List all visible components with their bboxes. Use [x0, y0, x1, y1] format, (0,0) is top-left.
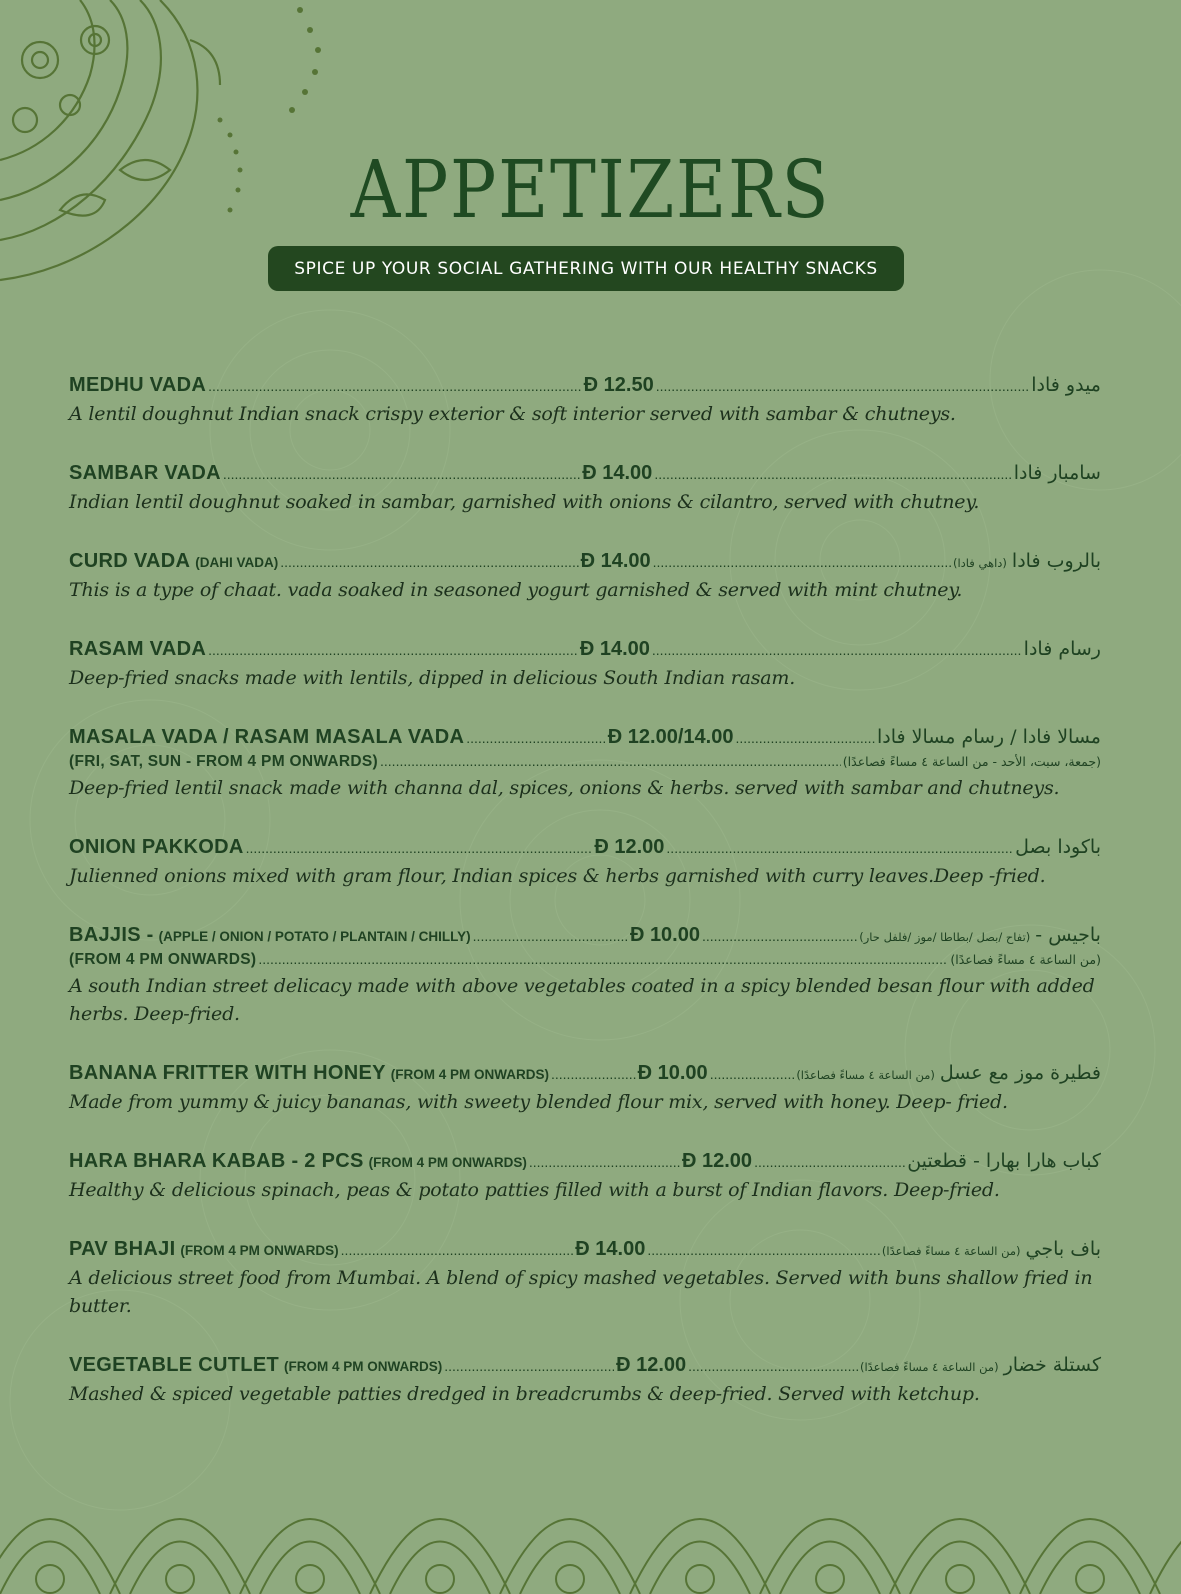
item-description: Healthy & delicious spinach, peas & potato patties filled with a burst of Indian flavors. Deep-fried.: [69, 1179, 1000, 1201]
dot-leader: [710, 1067, 795, 1081]
item-name-note: (FROM 4 PM ONWARDS): [390, 1067, 549, 1082]
dot-leader: [208, 643, 578, 657]
dot-leader: [735, 731, 875, 745]
dot-leader: [653, 555, 951, 569]
menu-item: [69, 1062, 1101, 1116]
dot-leader: [666, 841, 1013, 855]
menu-item: [69, 1238, 1101, 1320]
item-name: SAMBAR VADA: [69, 462, 221, 484]
dot-leader: [258, 952, 948, 966]
item-price: Đ 10.00: [637, 1062, 708, 1084]
dot-leader: [246, 841, 593, 855]
dot-leader: [647, 1243, 880, 1257]
menu-item-row: [69, 550, 1101, 573]
menu-item-row: [69, 1354, 1101, 1377]
item-description: A south Indian street delicacy made with above vegetables coated in a spicy blended besan flour with added herbs. Deep-fried.: [69, 975, 1095, 1025]
item-name: BANANA FRITTER WITH HONEY: [69, 1062, 386, 1084]
item-arabic-note: (داهي فادا): [953, 556, 1007, 570]
menu-item: [69, 638, 1101, 692]
item-description: A lentil doughnut Indian snack crispy exterior & soft interior served with sambar & chutneys.: [69, 403, 956, 425]
item-arabic-name: باف باجي: [1025, 1238, 1101, 1260]
item-availability-arabic: (جمعة، سبت، الأحد - من الساعة ٤ مساءً فصاعدًا): [842, 754, 1101, 769]
dot-leader: [380, 754, 841, 768]
menu-item: [69, 374, 1101, 428]
dot-leader: [754, 1155, 905, 1169]
item-arabic-note: (من الساعة ٤ مساءً فصاعدًا): [796, 1068, 935, 1082]
item-name-note: (DAHI VADA): [195, 555, 279, 570]
dot-leader: [702, 929, 857, 943]
item-description: Mashed & spiced vegetable patties dredged in breadcrumbs & deep-fried. Served with ketchup.: [69, 1383, 980, 1405]
item-name: PAV BHAJI: [69, 1238, 176, 1260]
item-arabic-name: كباب هارا بهارا - قطعتين: [907, 1150, 1101, 1172]
item-arabic-name: رسام فادا: [1023, 638, 1101, 660]
menu-item-row: [69, 638, 1101, 661]
item-arabic-name: مسالا فادا / رسام مسالا فادا: [877, 726, 1101, 748]
item-arabic-name: باجيس -: [1035, 924, 1101, 946]
dot-leader: [654, 467, 1011, 481]
item-arabic-name: باكودا بصل: [1015, 836, 1101, 858]
menu-item: [69, 550, 1101, 604]
item-price: Đ 14.00: [579, 638, 650, 660]
dot-leader: [688, 1359, 858, 1373]
menu-item-availability-row: [69, 951, 1101, 969]
dot-leader: [208, 379, 582, 393]
item-price: Đ 12.00: [616, 1354, 687, 1376]
item-description: Julienned onions mixed with gram flour, Indian spices & herbs garnished with curry leaves.Deep -fried.: [69, 865, 1046, 887]
item-name: MEDHU VADA: [69, 374, 207, 396]
subtitle-text: SPICE UP YOUR SOCIAL GATHERING WITH OUR HEALTHY SNACKS: [294, 258, 878, 279]
menu-item-availability-row: [69, 753, 1101, 771]
menu-item-row: [69, 1062, 1101, 1085]
menu-item: [69, 1354, 1101, 1408]
dot-leader: [341, 1243, 574, 1257]
dot-leader: [280, 555, 578, 569]
menu-item-row: [69, 1150, 1101, 1173]
item-name: HARA BHARA KABAB - 2 PCS: [69, 1150, 364, 1172]
item-description: Indian lentil doughnut soaked in sambar, garnished with onions & cilantro, served with chutney.: [69, 491, 980, 513]
dot-leader: [466, 731, 606, 745]
item-name: ONION PAKKODA: [69, 836, 244, 858]
item-description: Deep-fried snacks made with lentils, dipped in delicious South Indian rasam.: [69, 667, 796, 689]
item-name-note: (APPLE / ONION / POTATO / PLANTAIN / CHILLY): [158, 929, 471, 944]
subtitle-banner: [268, 246, 904, 291]
item-description: Deep-fried lentil snack made with channa dal, spices, onions & herbs. served with sambar and chutneys.: [69, 777, 1060, 799]
item-name: CURD VADA: [69, 550, 191, 572]
item-name: RASAM VADA: [69, 638, 207, 660]
item-arabic-name: فطيرة موز مع عسل: [939, 1062, 1101, 1084]
item-arabic-name: كستلة خضار: [1003, 1354, 1101, 1376]
item-arabic-name: ميدو فادا: [1031, 374, 1101, 396]
menu-item-row: [69, 924, 1101, 947]
item-availability: (FROM 4 PM ONWARDS): [69, 951, 257, 968]
menu-item: [69, 836, 1101, 890]
menu-item: [69, 924, 1101, 1028]
menu-item-row: [69, 374, 1101, 397]
item-name-note: (FROM 4 PM ONWARDS): [284, 1359, 443, 1374]
item-arabic-name: سامبار فادا: [1013, 462, 1101, 484]
menu-item: [69, 726, 1101, 802]
page-title: APPETIZERS: [350, 143, 831, 236]
item-arabic-note: (من الساعة ٤ مساءً فصاعدًا): [881, 1244, 1021, 1258]
item-name: BAJJIS -: [69, 924, 154, 946]
dot-leader: [551, 1067, 636, 1081]
menu-item-row: [69, 1238, 1101, 1261]
item-name-note: (FROM 4 PM ONWARDS): [180, 1243, 339, 1258]
menu-item: [69, 462, 1101, 516]
item-name-note: (FROM 4 PM ONWARDS): [368, 1155, 527, 1170]
item-price: Đ 12.00: [594, 836, 665, 858]
item-price: Đ 10.00: [629, 924, 700, 946]
item-price: Đ 12.50: [583, 374, 654, 396]
item-name: VEGETABLE CUTLET: [69, 1354, 279, 1376]
item-availability: (FRI, SAT, SUN - FROM 4 PM ONWARDS): [69, 753, 379, 770]
item-arabic-note: (تفاح /بصل /بطاطا /موز /فلفل حار): [859, 930, 1031, 944]
item-arabic-note: (من الساعة ٤ مساءً فصاعدًا): [859, 1360, 999, 1374]
dot-leader: [223, 467, 580, 481]
item-price: Đ 14.00: [580, 550, 651, 572]
bottom-mandala-border: [0, 1484, 1181, 1594]
item-arabic-name: بالروب فادا: [1011, 550, 1101, 572]
dot-leader: [656, 379, 1030, 393]
dot-leader: [652, 643, 1022, 657]
item-price: Đ 14.00: [575, 1238, 646, 1260]
item-name: MASALA VADA / RASAM MASALA VADA: [69, 726, 465, 748]
item-description: A delicious street food from Mumbai. A blend of spicy mashed vegetables. Served with buns shallow fried in butter.: [69, 1267, 1093, 1317]
item-availability-arabic: (من الساعة ٤ مساءً فصاعدًا): [950, 952, 1101, 967]
item-price: Đ 14.00: [582, 462, 653, 484]
item-price: Đ 12.00: [682, 1150, 753, 1172]
dot-leader: [473, 929, 628, 943]
menu-item-row: [69, 726, 1101, 749]
menu-item: [69, 1150, 1101, 1204]
menu-item-row: [69, 836, 1101, 859]
item-description: This is a type of chaat. vada soaked in seasoned yogurt garnished & served with mint chutney.: [69, 579, 963, 601]
item-description: Made from yummy & juicy bananas, with sweety blended flour mix, served with honey. Deep- fried.: [69, 1091, 1008, 1113]
dot-leader: [444, 1359, 614, 1373]
dot-leader: [529, 1155, 680, 1169]
menu-list: [69, 374, 1101, 1442]
menu-item-row: [69, 462, 1101, 485]
item-price: Đ 12.00/14.00: [607, 726, 734, 748]
